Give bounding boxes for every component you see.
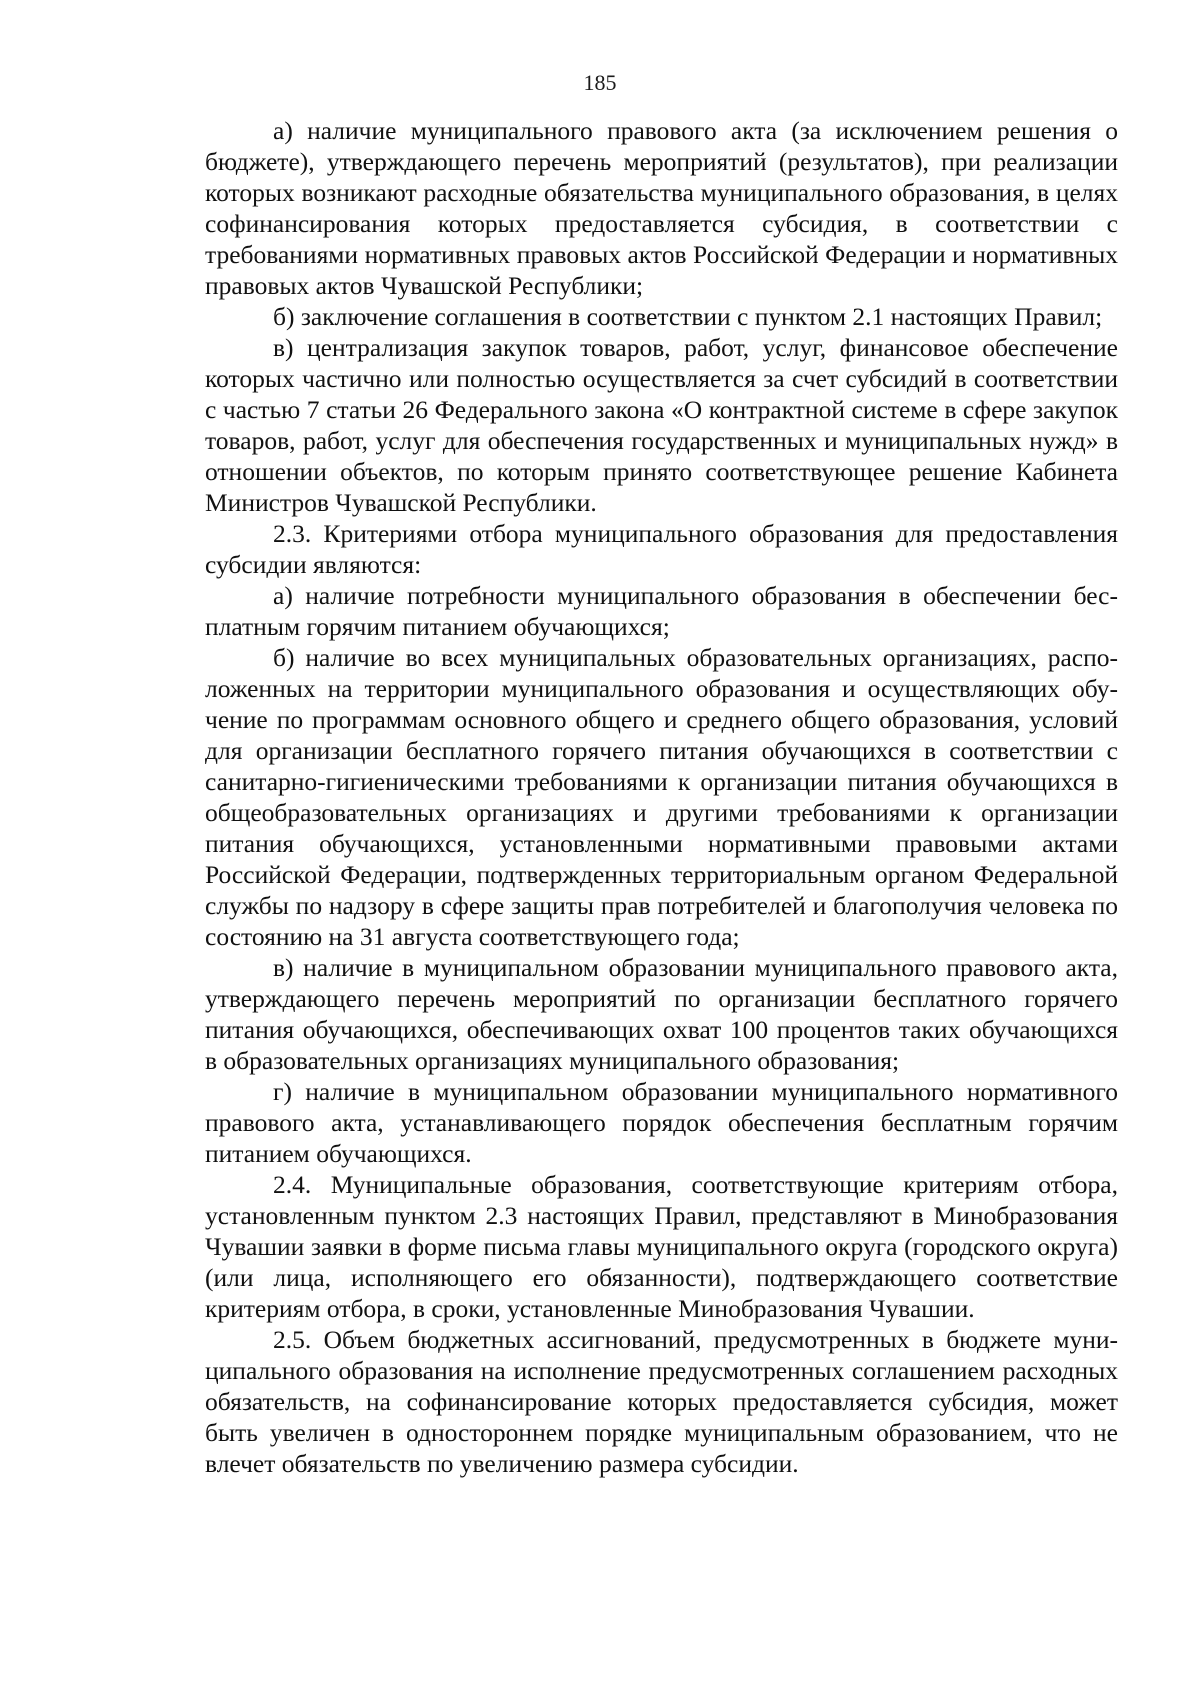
- paragraph-2-2-b: б) заключение соглашения в соответствии с пунктом 2.1 настоящих Правил;: [273, 302, 1103, 331]
- paragraph-2-3-g: г) наличие в муниципальном образовании муниципального нормативного правового акта, устанавливающего порядок обеспечения бесплатным горячим питанием обучающихся.: [205, 1077, 1118, 1168]
- page-number: 185: [583, 70, 617, 95]
- paragraph-2-5: 2.5. Объем бюджетных ассигнований, предусмотренных в бюджете муниципального образования на исполнение предусмотренных соглашением расходных обязательств, на софинансирование которых предоставляется субсидия, может быть увеличен в одностороннем порядке муниципальным образованием, что не влечет обязательств по увеличению размера субсидии.: [205, 1325, 1118, 1478]
- document-body: [205, 115, 1118, 1479]
- paragraph-2-3: 2.3. Критериями отбора муниципального образования для предоставления субсидии являются:: [205, 519, 1118, 579]
- paragraph-2-3-a: а) наличие потребности муниципального образования в обеспечении бесплатным горячим питанием обучающихся;: [205, 581, 1118, 641]
- paragraph-2-3-b: б) наличие во всех муниципальных образовательных организациях, расположенных на территории муниципального образования и осуществляющих обучение по программам основного общего и среднего общего образования, условий для организации бесплатного горячего питания обучающихся в соответствии с санитарно-гигиеническими требованиями к организации питания обучающихся в общеобразовательных организациях и другими требованиями к организации питания обучающихся, установленными нормативными правовыми актами Российской Федерации, подтвержденных территориальным органом Федеральной службы по надзору в сфере защиты прав потребителей и благополучия человека по состоянию на 31 августа соответствующего года;: [205, 643, 1118, 951]
- paragraph-2-4: 2.4. Муниципальные образования, соответствующие критериям отбора, установленным пунктом 2.3 настоящих Правил, представляют в Минобразования Чувашии заявки в форме письма главы муниципального округа (городского округа) (или лица, исполняющего его обязанности), подтверждающего соответствие критериям отбора, в сроки, установленные Минобразования Чувашии.: [205, 1170, 1118, 1323]
- paragraph-2-2-a: а) наличие муниципального правового акта (за исключением решения о бюджете), утверждающего перечень мероприятий (результатов), при реализации которых возникают расходные обязательства муниципального образования, в целях софинансирования которых предоставляется субсидия, в соответствии с требованиями нормативных правовых актов Российской Федерации и нормативных правовых актов Чувашской Республики;: [205, 116, 1118, 300]
- paragraph-2-2-v: в) централизация закупок товаров, работ, услуг, финансовое обеспечение которых частично или полностью осуществляется за счет субсидий в соответствии с частью 7 статьи 26 Федерального закона «О контрактной системе в сфере закупок товаров, работ, услуг для обеспечения государственных и муниципальных нужд» в отношении объектов, по которым принято соответствующее решение Кабинета Министров Чувашской Республики.: [205, 333, 1118, 517]
- paragraph-2-3-v: в) наличие в муниципальном образовании муниципального правового акта, утверждающего перечень мероприятий по организации бесплатного горячего питания обучающихся, обеспечивающих охват 100 процентов таких обучающихся в образовательных организациях муниципального образования;: [205, 953, 1118, 1075]
